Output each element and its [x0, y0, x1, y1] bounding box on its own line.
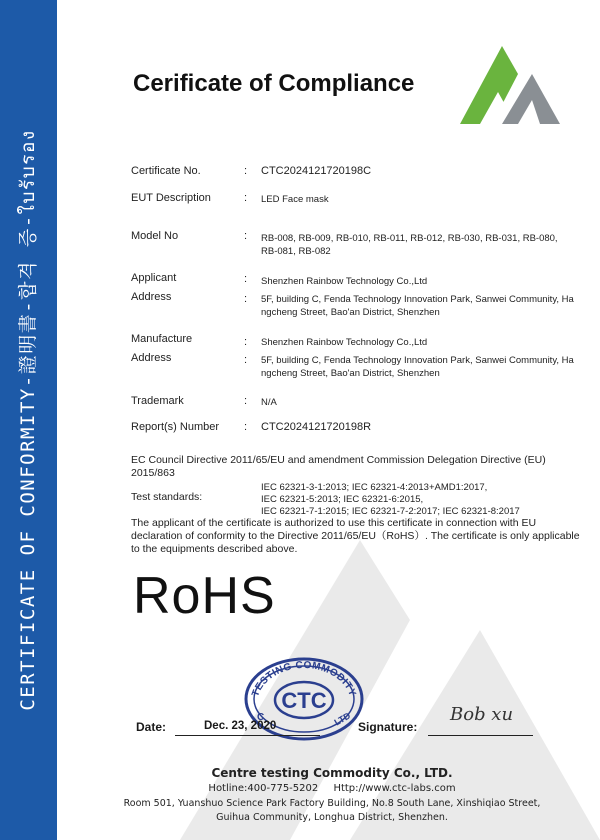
report-number-value: CTC2024121720198R [261, 421, 372, 433]
applicant-address-line2: ngcheng Street, Bao'an District, Shenzhen [261, 307, 440, 318]
colon: : [244, 273, 248, 285]
footer-contact [64, 783, 600, 794]
applicant-address-line1: 5F, building C, Fenda Technology Innovation Park, Sanwei Community, Ha [261, 294, 574, 305]
colon: : [244, 395, 248, 407]
footer-company: Centre testing Commodity Co., LTD. [211, 766, 453, 780]
eut-label: EUT Description [131, 192, 211, 204]
ctc-logo-icon [458, 38, 562, 126]
test-standards-line2: IEC 62321-5:2013; IEC 62321-6:2015, [261, 494, 424, 505]
footer-website[interactable]: Http://www.ctc-labs.com [333, 783, 456, 794]
manufacture-address-line2: ngcheng Street, Bao'an District, Shenzhen [261, 368, 440, 379]
colon: : [244, 230, 248, 242]
stamp-left-letter: C [257, 712, 265, 723]
colon: : [244, 354, 248, 366]
side-banner [0, 0, 57, 840]
handwritten-signature [448, 694, 528, 728]
statement-line3: to the equipments described above. [131, 543, 298, 555]
test-standards-label: Test standards: [131, 491, 203, 503]
footer-address-line1: Room 501, Yuanshuo Science Park Factory Building, No.8 South Lane, Xinshiqiao Street, [123, 798, 541, 809]
side-banner-text: CERTIFICATE OF CONFORMITY-證明書-합격 증-ใบรับรอง [17, 129, 39, 711]
stamp-center-text: CTC [281, 688, 327, 713]
manufacture-address-label: Address [131, 352, 172, 364]
applicant-address-label: Address [131, 291, 172, 303]
directive-line2: 2015/863 [131, 467, 175, 479]
stamp-top-text: TESTING COMMODITY [250, 659, 358, 699]
certificate-title: Cerificate of Compliance [133, 70, 415, 97]
signature-label: Signature: [358, 720, 418, 734]
applicant-value: Shenzhen Rainbow Technology Co.,Ltd [261, 276, 428, 287]
colon: : [244, 293, 248, 305]
report-number-label: Report(s) Number [131, 421, 220, 433]
signature-underline [428, 735, 533, 736]
applicant-label: Applicant [131, 272, 177, 284]
date-underline [175, 735, 320, 736]
trademark-label: Trademark [131, 395, 184, 407]
date-label: Date: [136, 720, 167, 734]
model-value-line1: RB-008, RB-009, RB-010, RB-011, RB-012, RB-030, RB-031, RB-080, [261, 233, 558, 244]
date-value: Dec. 23, 2020 [204, 720, 277, 732]
eut-value: LED Face mask [261, 194, 329, 205]
statement-line1: The applicant of the certificate is authorized to use this certificate in connection with EU [131, 517, 537, 529]
colon: : [244, 336, 248, 348]
directive-line1: EC Council Directive 2011/65/EU and amendment Commission Delegation Directive (EU) [131, 454, 546, 466]
colon: : [244, 192, 248, 204]
rohs-mark: RoHS [133, 567, 276, 625]
stamp-right-text: LTD [332, 710, 353, 728]
colon: : [244, 421, 248, 433]
manufacture-value: Shenzhen Rainbow Technology Co.,Ltd [261, 337, 428, 348]
colon: : [244, 165, 248, 177]
footer-address-line2: Guihua Community, Longhua District, Shenzhen. [216, 812, 448, 823]
model-label: Model No [131, 230, 179, 242]
trademark-value: N/A [261, 397, 277, 408]
certificate-no-label: Certificate No. [131, 165, 201, 177]
manufacture-label: Manufacture [131, 333, 193, 345]
test-standards-line3: IEC 62321-7-1:2015; IEC 62321-7-2:2017; IEC 62321-8:2017 [261, 506, 520, 517]
signature-text: Bob xu [450, 704, 514, 725]
model-value-line2: RB-081, RB-082 [261, 246, 331, 257]
test-standards-line1: IEC 62321-3-1:2013; IEC 62321-4:2013+AMD1:2017, [261, 482, 488, 493]
manufacture-address-line1: 5F, building C, Fenda Technology Innovation Park, Sanwei Community, Ha [261, 355, 574, 366]
footer-hotline: Hotline:400-775-5202 [208, 783, 319, 794]
certificate-no-value: CTC2024121720198C [261, 165, 372, 177]
statement-line2: declaration of conformity to the Directive 2011/65/EU（RoHS）. The certificate is only applicable [131, 530, 580, 542]
